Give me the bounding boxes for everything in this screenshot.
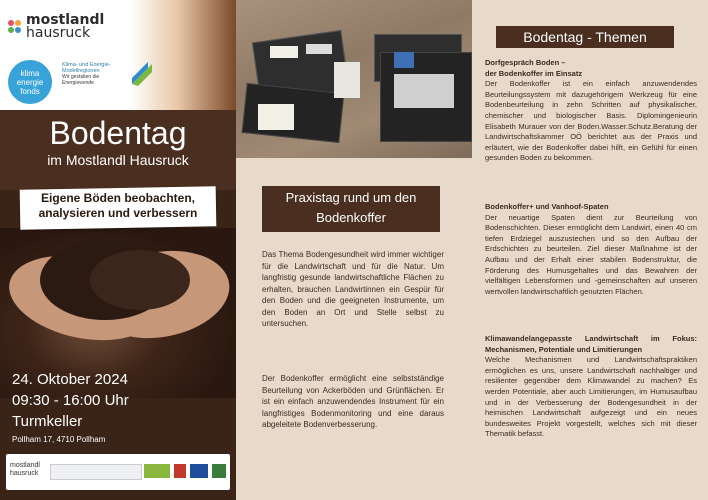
footer-logo-mostlandl: mostlandl hausruck (10, 462, 40, 477)
cover-panel (0, 0, 236, 500)
case-item (270, 46, 298, 58)
klima-energie-fonds-logo: klima energie fonds (8, 60, 52, 104)
info-panel (236, 0, 472, 500)
topic-2-text: Der neuartige Spaten dient zur Beurteilung von Bodenschichten. Dieser ermöglicht dem Landwirt, einen 40 cm tiefen Erdziegel auszustechen und so den Aufbau der Erdschichten zu beurteilen. Ziel dieser Maßnahme ist der Aufbau und der Erhalt einer stabilen Bodenstruktur, die Förderung des Humusgehaltes und das Bewahren der vielfältigen Lebensformen und -gemeinschaften auf unseren wertvollen landwirtschaftlich genutzten Flächen. (485, 212, 697, 296)
leader-logo (144, 464, 170, 478)
logo-line1: mostlandl (26, 12, 105, 28)
logo-mark-icon (8, 20, 22, 34)
case-item (334, 62, 360, 98)
topics-heading: Bodentag - Themen (496, 26, 674, 48)
coat-of-arms-icon (174, 464, 186, 478)
topic-3 (485, 334, 697, 440)
kem-arrow-icon (128, 58, 156, 88)
event-date: 24. Oktober 2024 (12, 371, 128, 388)
event-time: 09:30 - 16:00 Uhr (12, 392, 129, 409)
topic-1-text: Der Bodenkoffer ist ein einfach anzuwendendes Beurteilungssystem mit dazugehörigem Werkzeug für eine Bodenbeurteilung in zehn Schritten auf physikalischer, chemischer und biologischer Basis. Diplomingenieurin Elisabeth Murauer von der Boden.Wasser.Schutz.Beratung der Landwirtschaftskammer OÖ berichtet aus der Praxis und erläutert, wie der Bodenkoffer dabei hilft, ein Gefühl für einen gesunden Boden zu bekommen. (485, 79, 697, 163)
soil-pile (90, 250, 190, 310)
topic-2 (485, 202, 697, 297)
topic-1-title: Dorfgespräch Boden – (485, 58, 566, 67)
case-item (306, 44, 332, 54)
modellregionen-logo: Klima- und Energie- Modellregionen Wir gestalten die Energiewende (62, 62, 111, 86)
bodenkoffer-paragraph: Der Bodenkoffer ermöglicht eine selbstständige Beurteilung von Ackerböden und Grünflächen. Er ist ein einfach anzuwendendes Instrument für ein langfristiges Bodenmonitoring und eine daraus abgeleitete Bodenverbesserung. (262, 374, 444, 429)
mostlandl-logo (8, 14, 104, 40)
funding-logo-strip (50, 464, 142, 480)
banner-line2: analysieren und verbessern (38, 206, 198, 220)
banner-line1: Eigene Böden beobachten, (40, 191, 196, 205)
event-venue: Turmkeller (12, 413, 83, 430)
logo-line2: hausruck (26, 25, 91, 41)
case-item (394, 74, 454, 108)
event-title: Bodentag (49, 115, 187, 151)
section-heading: Praxistag rund um den Bodenkoffer (262, 186, 440, 232)
case-item (394, 52, 414, 68)
partner-logo (212, 464, 226, 478)
topic-1-subtitle: der Bodenkoffer im Einsatz (485, 68, 583, 78)
topic-3-text: Welche Mechanismen und Landwirtschaftspraktiken ermöglichen es uns, unsere Landwirtschaft nachhaltiger und resilienter gegenüber dem Klimawandel zu machen? Es werden Potentiale, aber auch Limitierungen, im Humusaufbau und in der Verbesserung der Bodengesundheit in der heimischen Landwirtschaft aufgezeigt und ein neues bundesweites Projekt vorgestellt, welches sich mit dieser Thematik befasst. (485, 355, 697, 439)
topic-2-title: Bodenkoffer+ und Vanhoof-Spaten (485, 202, 609, 211)
eu-flag-icon (190, 464, 208, 478)
sponsor-footer (6, 454, 230, 490)
event-address: Pollham 17, 4710 Pollham (12, 435, 106, 444)
instruction-sheet (258, 104, 294, 130)
topic-1 (485, 58, 697, 164)
topic-3-title: Klimawandelangepasste Landwirtschaft im Fokus: Mechanismen, Potentiale und Limitierungen (485, 334, 697, 354)
event-subtitle: im Mostlandl Hausruck (47, 152, 189, 168)
intro-paragraph: Das Thema Bodengesundheit wird immer wichtiger für die Landwirtschaft und für die Natur. Um langfristig gesunde landwirtschaftliche Flächen zu erhalten, brauchen Landwirtinnen ein Gespür für den Boden und die geeigneten Instrumente, um den Boden an Ort und Stelle selbst zu untersuchen. (262, 250, 444, 328)
topics-panel (472, 0, 708, 500)
